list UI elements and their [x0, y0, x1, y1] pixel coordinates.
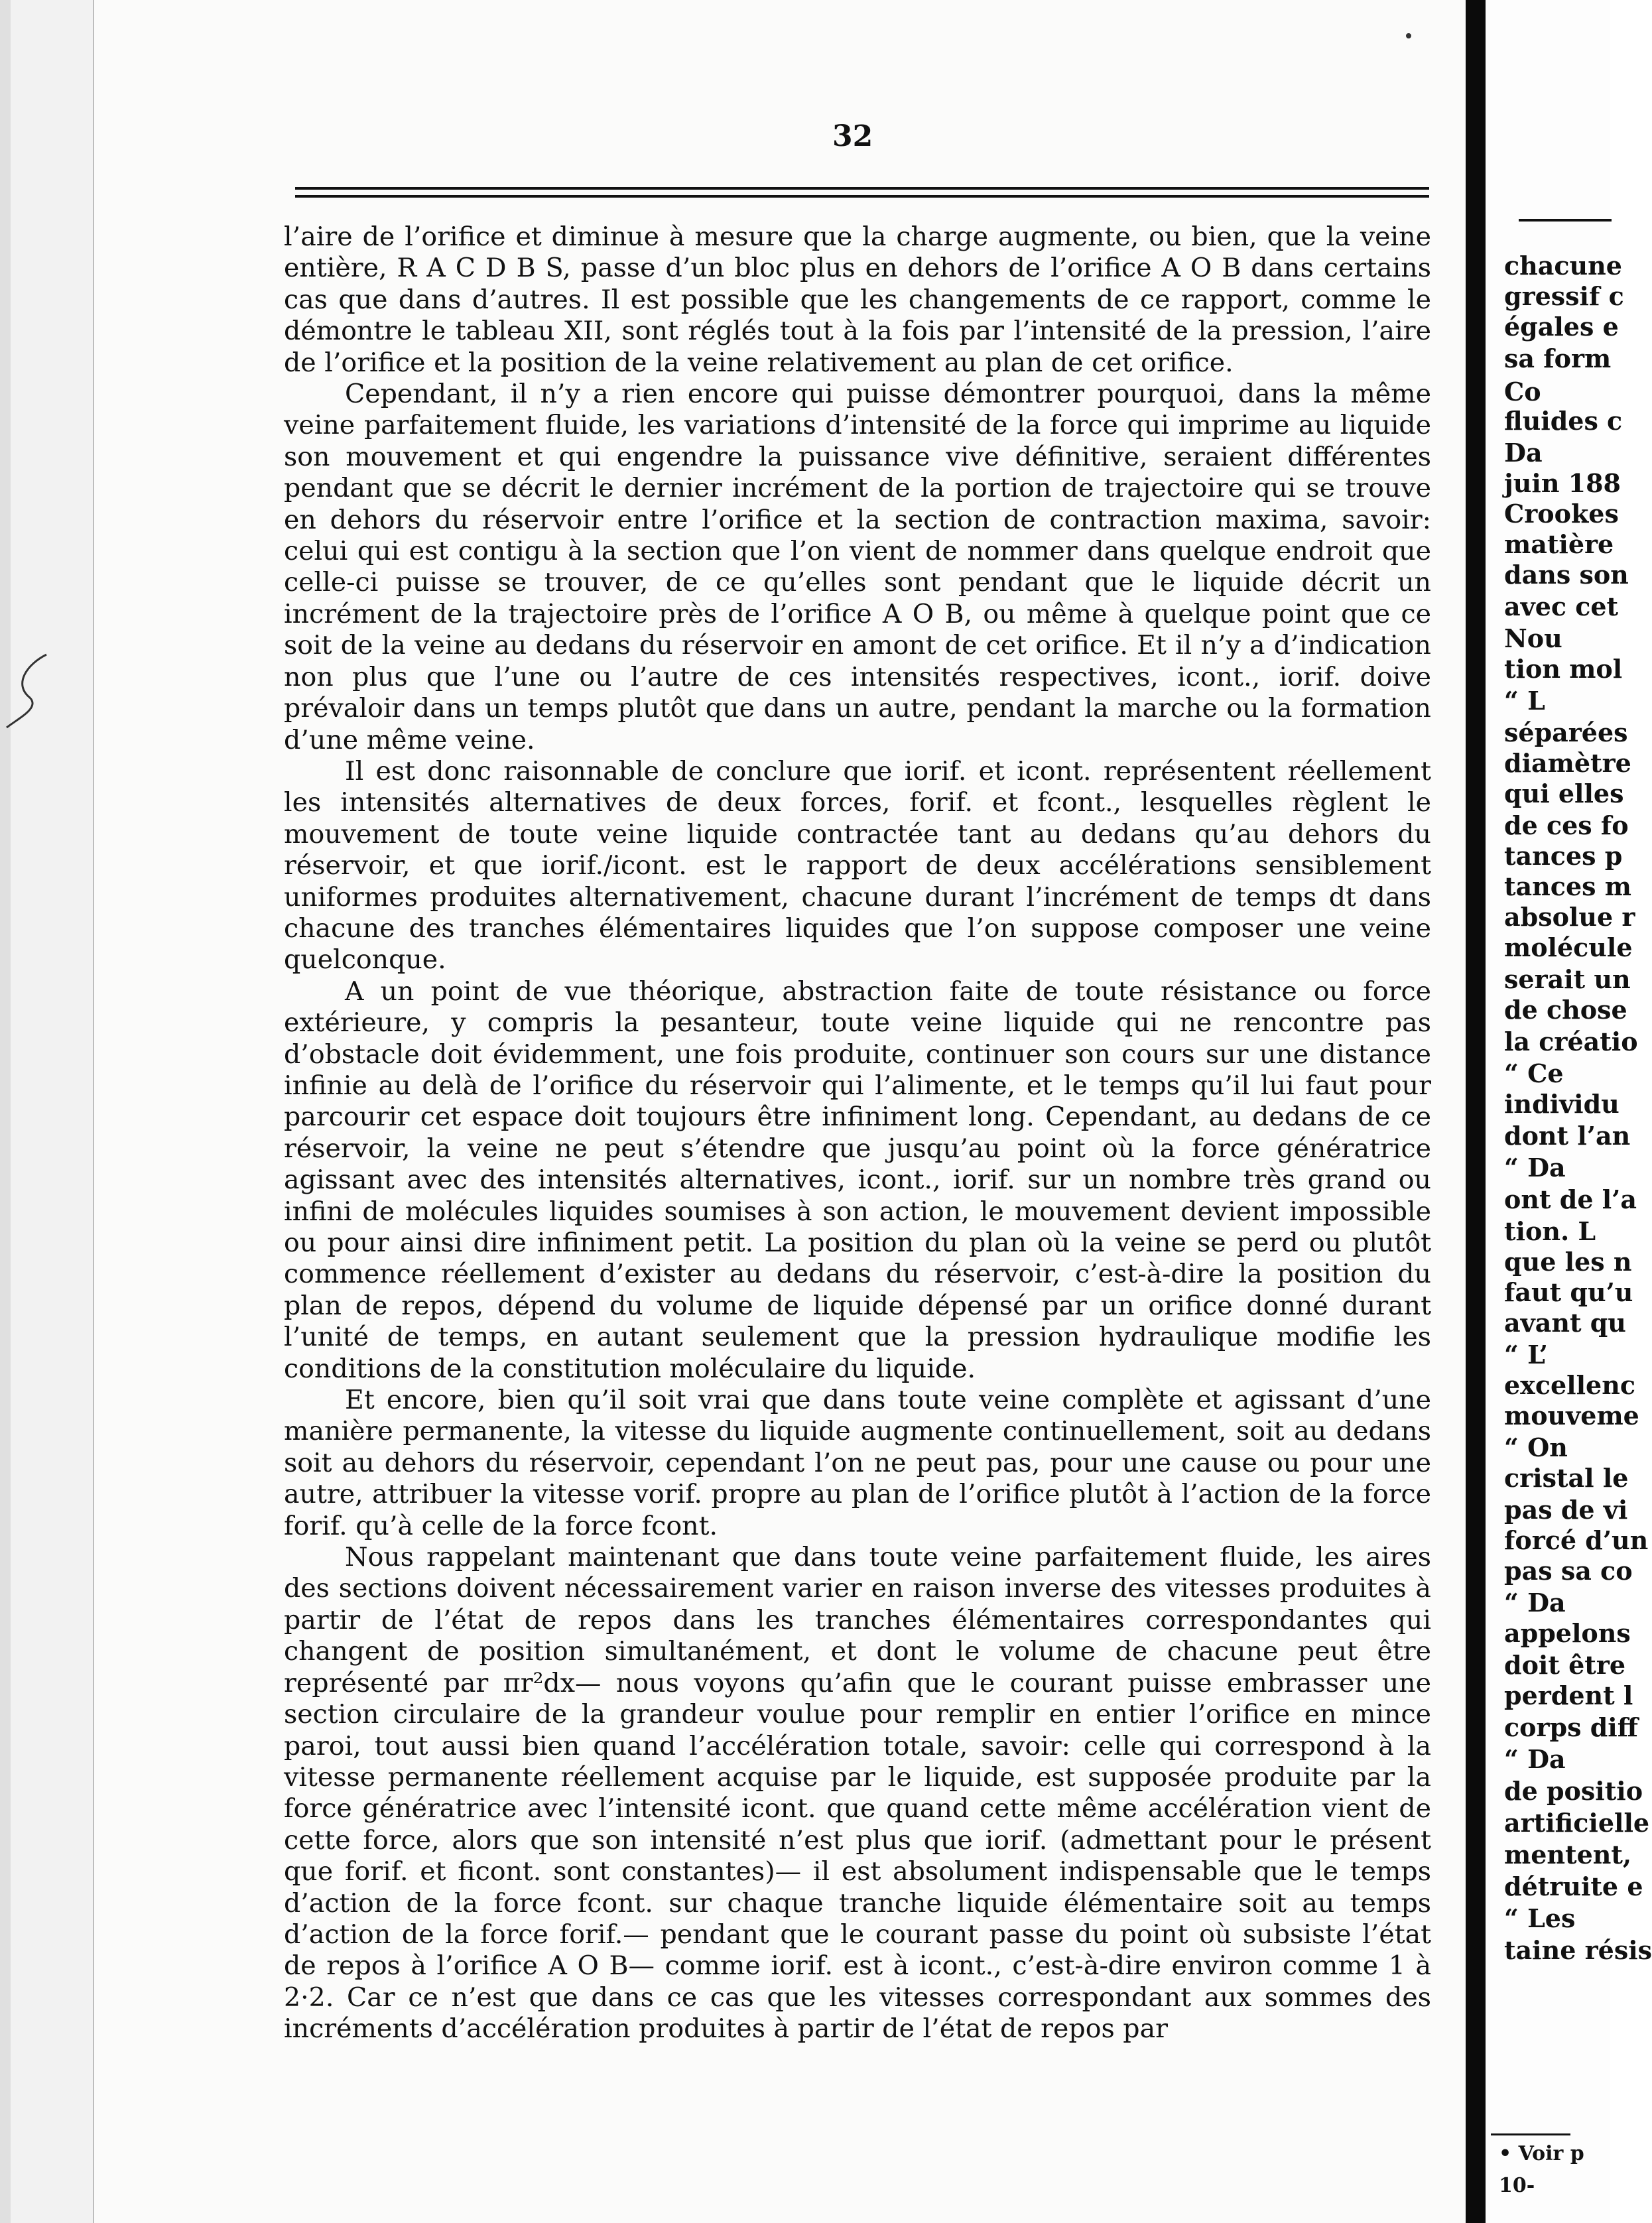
- facing-page-line: “ Les: [1504, 1903, 1576, 1933]
- facing-page-line: tances m: [1504, 871, 1631, 901]
- margin-pen-mark: [0, 651, 60, 731]
- facing-page-line: excellenc: [1504, 1370, 1635, 1400]
- facing-page-line: matière: [1504, 529, 1614, 559]
- facing-page-line: Crookes: [1504, 499, 1619, 529]
- speck: [1406, 33, 1411, 38]
- facing-page-line: forcé d’un: [1504, 1525, 1649, 1555]
- facing-page-line: tion. L: [1504, 1216, 1596, 1246]
- facing-page-line: 10-: [1499, 2174, 1535, 2197]
- facing-page-line: perdent l: [1504, 1681, 1633, 1710]
- paragraph: A un point de vue théorique, abstraction faite de toute résistance ou force extérieure, y compris la pesanteur, toute veine liquide qui ne rencontre pas d’obstacle doit évidemment, une fois produite, continuer son cours sur une distance infinie au delà de l’orifice du réservoir qui l’alimente, et le temps qu’il lui faut pour parcourir cet espace doit toujours être infiniment long. Cependant, au dedans de ce réservoir, la veine ne peut s’étendre que jusqu’au point où la force génératrice agissant avec des intensités alternatives, icont., iorif. sur un nombre très grand ou infini de molécules liquides soumises à son action, le mouvement devient impossible ou pour ainsi dire infiniment petit. La position du plan où la veine se perd ou plutôt commence réellement d’exister au dedans du réservoir, c’est-à-dire la position du plan de repos, dépend du volume de liquide dépensé par un orifice donné durant l’unité de temps, en autant seulement que la pression hydraulique modifie les conditions de la constitution moléculaire du liquide.: [284, 976, 1431, 1384]
- facing-page-line: molécule: [1504, 932, 1633, 962]
- paragraph: Nous rappelant maintenant que dans toute veine parfaitement fluide, les aires des sections doivent nécessairement varier en raison inverse des vitesses produites à partir de l’état de repos dans les tranches élémentaires correspondantes qui changent de position simultanément, et dont le volume de chacune peut être représenté par πr²dx— nous voyons qu’afin que le courant puisse embrasser une section circulaire de la grandeur voulue pour remplir en entier l’orifice en mince paroi, tout aussi bien quand l’accélération totale, savoir: celle qui correspond à la vitesse permanente réellement acquise par le liquide, est supposée produite par la force génératrice avec l’intensité icont. que quand cette même accélération vient de cette force, alors que son intensité n’est plus que iorif. (admettant pour le présent que forif. et ficont. sont constantes)— il est absolument indispensable que le temps d’action de la force fcont. sur chaque tranche liquide élémentaire soit au temps d’action de la force forif.— pendant que le courant passe du point où subsiste l’état de repos à l’orifice A O B— comme iorif. est à icont., c’est-à-dire environ comme 1 à 2·2. Car ce n’est que dans ce cas que les vitesses correspondant aux sommes des incréments d’accélération produites à partir de l’état de repos par: [284, 1542, 1431, 2045]
- page-number: 32: [832, 119, 873, 153]
- facing-page-line: ont de l’a: [1504, 1184, 1637, 1214]
- facing-page-line: Da: [1504, 438, 1543, 468]
- facing-page-line: “ Ce: [1504, 1058, 1564, 1088]
- facing-page-line: que les n: [1504, 1247, 1632, 1277]
- facing-page-line: séparées: [1504, 718, 1628, 747]
- facing-page-line: détruite e: [1504, 1872, 1643, 1901]
- facing-page-line: mouveme: [1504, 1401, 1639, 1430]
- facing-page-line: “ L: [1504, 686, 1545, 716]
- body-text: [284, 222, 1431, 2045]
- facing-page-line: absolue r: [1504, 902, 1635, 932]
- facing-page-line: individu: [1504, 1089, 1620, 1119]
- facing-page-line: pas sa co: [1504, 1556, 1633, 1586]
- facing-page-line: la créatio: [1504, 1027, 1638, 1056]
- facing-page-line: tion mol: [1504, 654, 1623, 684]
- facing-page-line: serait un: [1504, 964, 1631, 994]
- header-rule-bottom: [295, 195, 1429, 198]
- paragraph: l’aire de l’orifice et diminue à mesure que la charge augmente, ou bien, que la veine entière, R A C D B S, passe d’un bloc plus en dehors de l’orifice A O B dans certains cas que dans d’autres. Il est possible que les changements de ce rapport, comme le démontre le tableau XII, sont réglés tout à la fois par l’intensité de la pression, l’aire de l’orifice et la position de la veine relativement au plan de cet orifice.: [284, 222, 1431, 378]
- facing-page-line: gressif c: [1504, 281, 1624, 311]
- facing-page-line: doit être: [1504, 1650, 1626, 1680]
- facing-page-line: “ Da: [1504, 1744, 1566, 1774]
- facing-page-line: de ces fo: [1504, 810, 1629, 840]
- facing-page-line: de chose: [1504, 995, 1627, 1025]
- paragraph: Cependant, il n’y a rien encore qui puisse démontrer pourquoi, dans la même veine parfaitement fluide, les variations d’intensité de la force qui imprime au liquide son mouvement et qui engendre la puissance vive définitive, seraient différentes pendant que se décrit le dernier incrément de la portion de trajectoire qui se trouve en dehors du réservoir entre l’orifice et la section de contraction maxima, savoir: celui qui est contigu à la section que l’on vient de nommer dans quelque endroit que celle-ci puisse se trouver, de ce qu’elles sont pendant que le liquide décrit un incrément de la trajectoire près de l’orifice A O B, ou même à quelque point que ce soit de la veine au dedans du réservoir en amont de cet orifice. Et il n’y a d’indication non plus que l’une ou l’autre de ces intensités respectives, icont., iorif. doive prévaloir dans un temps plutôt que dans un autre, pendant la marche ou la formation d’une même veine.: [284, 379, 1431, 755]
- facing-page-line: fluides c: [1504, 406, 1623, 436]
- paragraph: Il est donc raisonnable de conclure que iorif. et icont. représentent réellement les intensités alternatives de deux forces, forif. et fcont., lesquelles règlent le mouvement de toute veine liquide contractée tant au dedans qu’au dehors du réservoir, et que iorif./icont. est le rapport de deux accélérations sensiblement uniformes produites alternativement, chacune durant l’incrément de temps dt dans chacune des tranches élémentaires liquides que l’on suppose composer une veine quelconque.: [284, 755, 1431, 976]
- facing-page-line: artificielle: [1504, 1808, 1650, 1838]
- facing-page: [1486, 0, 1652, 2223]
- facing-page-line: “ Da: [1504, 1153, 1566, 1182]
- facing-page-line: égales e: [1504, 312, 1619, 342]
- facing-page-line: corps diff: [1504, 1712, 1638, 1742]
- book-gutter: [1466, 0, 1486, 2223]
- facing-page-line: “ Da: [1504, 1588, 1566, 1618]
- facing-page-line: “ L’: [1504, 1340, 1548, 1369]
- facing-page-line: faut qu’u: [1504, 1277, 1633, 1307]
- facing-page-rule: [1519, 219, 1612, 222]
- facing-page-line: Nou: [1504, 623, 1562, 653]
- page-stack-shadow: [11, 0, 93, 2223]
- facing-page-line: avec cet: [1504, 592, 1619, 621]
- facing-page-line: avant qu: [1504, 1308, 1626, 1338]
- facing-page-line: Co: [1504, 377, 1541, 407]
- header-rule-top: [295, 187, 1429, 190]
- facing-page-line: dans son: [1504, 560, 1629, 590]
- footnote-rule: [1491, 2133, 1570, 2135]
- facing-page-line: chacune: [1504, 251, 1622, 281]
- facing-page-line: • Voir p: [1499, 2142, 1584, 2165]
- facing-page-line: mentent,: [1504, 1840, 1632, 1870]
- facing-page-line: taine résis: [1504, 1935, 1652, 1965]
- facing-page-line: diamètre: [1504, 748, 1631, 778]
- facing-page-line: de positio: [1504, 1776, 1643, 1806]
- facing-page-line: appelons: [1504, 1618, 1631, 1648]
- facing-page-line: dont l’an: [1504, 1121, 1631, 1151]
- facing-page-line: qui elles: [1504, 779, 1624, 808]
- facing-page-line: pas de vi: [1504, 1495, 1628, 1525]
- facing-page-line: sa form: [1504, 344, 1612, 373]
- scan-left-edge: [0, 0, 11, 2223]
- facing-page-line: tances p: [1504, 841, 1623, 871]
- facing-page-line: juin 188: [1504, 468, 1621, 498]
- facing-page-line: cristal le: [1504, 1463, 1629, 1493]
- facing-page-line: “ On: [1504, 1432, 1568, 1462]
- paragraph: Et encore, bien qu’il soit vrai que dans toute veine complète et agissant d’une manière permanente, la vitesse du liquide augmente continuellement, soit au dedans soit au dehors du réservoir, cependant l’on ne peut pas, pour une cause ou pour une autre, attribuer la vitesse vorif. propre au plan de l’orifice plutôt à l’action de la force forif. qu’à celle de la force fcont.: [284, 1385, 1431, 1541]
